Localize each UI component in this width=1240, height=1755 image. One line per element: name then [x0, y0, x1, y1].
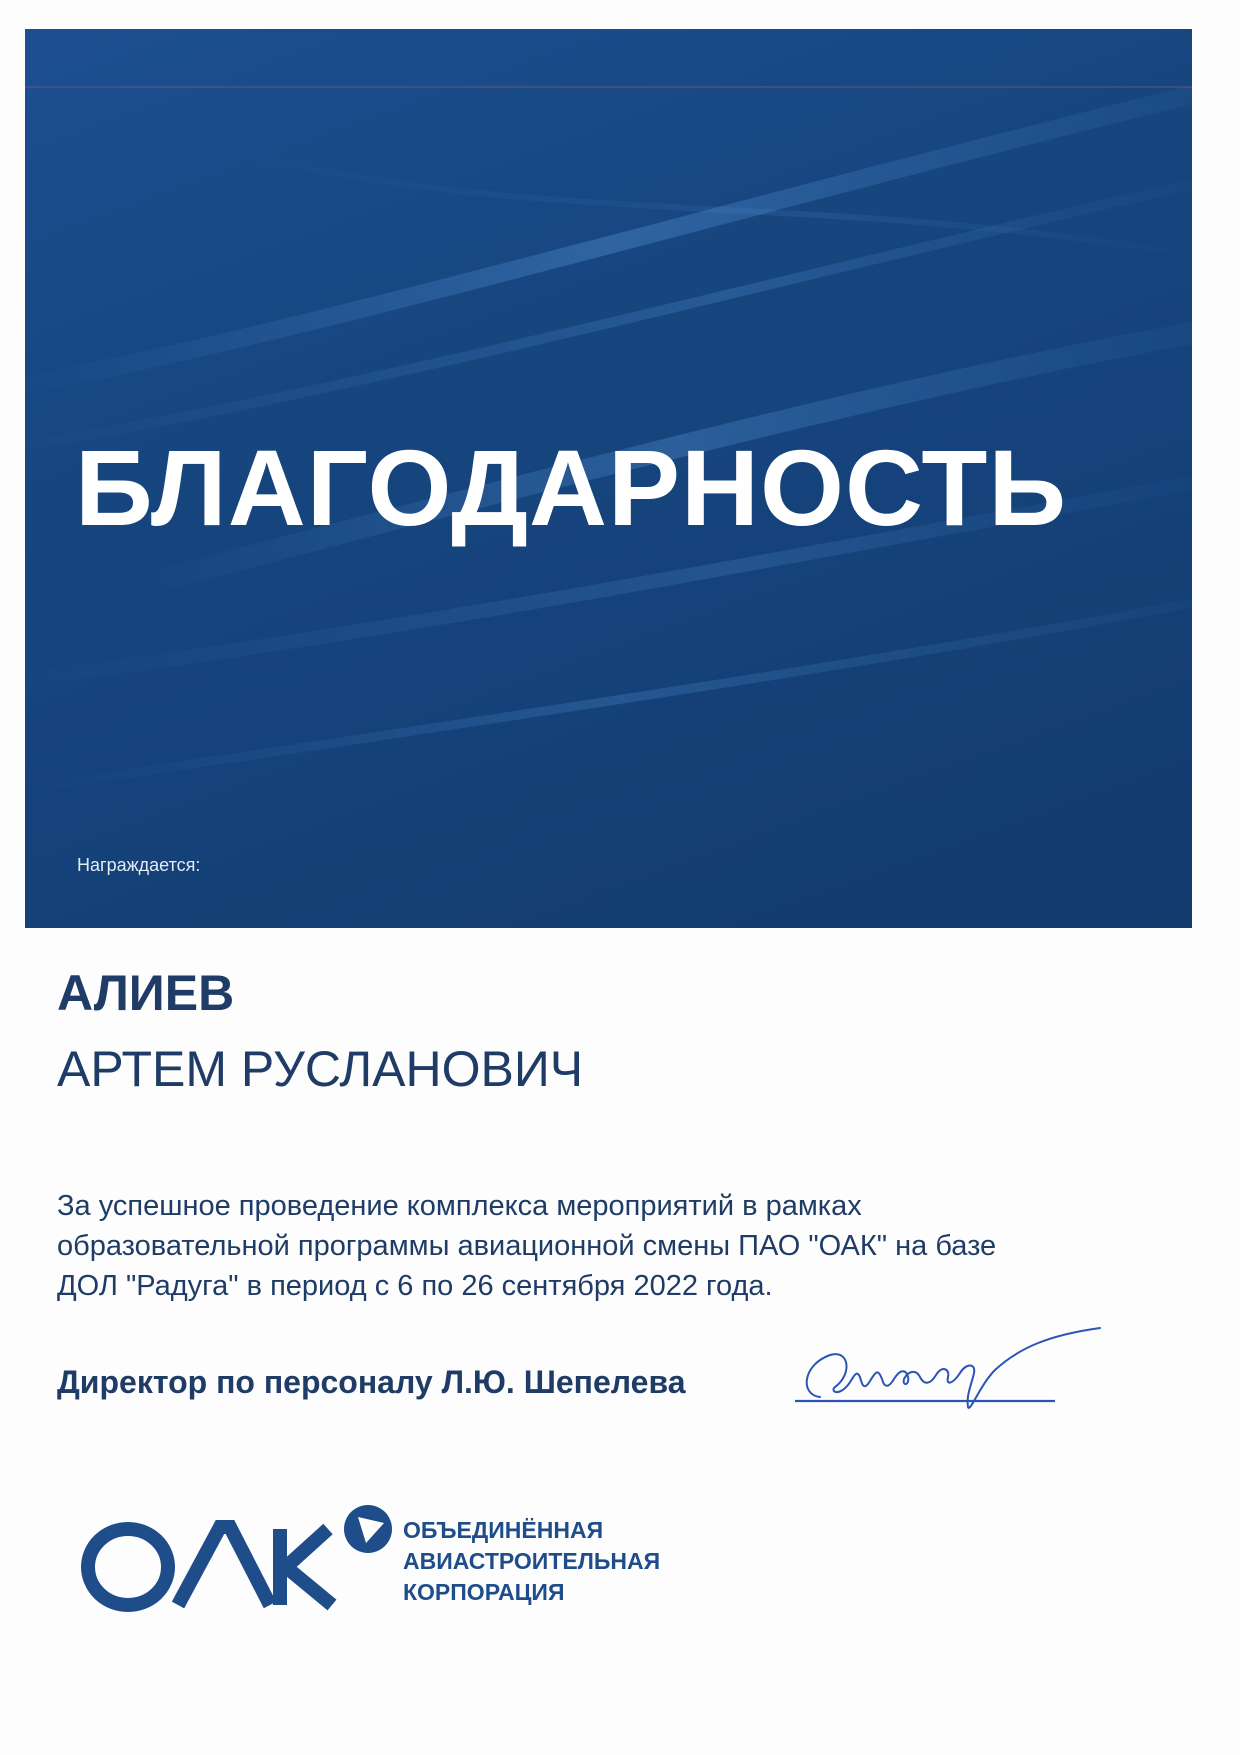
award-reason [57, 1186, 1167, 1306]
certificate-title: БЛАГОДАРНОСТЬ [75, 427, 1067, 548]
reason-line: ДОЛ "Радуга" в период с 6 по 26 сентября 2022 года. [57, 1270, 773, 1302]
reason-line: образовательной программы авиационной смены ПАО "ОАК" на базе [57, 1230, 997, 1262]
reason-line: За успешное проведение комплекса мероприятий в рамках [57, 1190, 862, 1222]
signatory-title: Директор по персоналу Л.Ю. Шепелева [57, 1364, 686, 1400]
organization-name-line: КОРПОРАЦИЯ [403, 1579, 565, 1605]
organization-name-line: АВИАСТРОИТЕЛЬНАЯ [403, 1548, 661, 1574]
oak-logo-icon [70, 1505, 400, 1615]
organization-name-line: ОБЪЕДИНЁННАЯ [403, 1517, 604, 1543]
recipient-first-names: АРТЕМ РУСЛАНОВИЧ [57, 1041, 584, 1097]
recipient-last-name: АЛИЕВ [57, 965, 235, 1021]
signature-icon [790, 1325, 1110, 1415]
header-banner [25, 29, 1192, 928]
organization-name [403, 1515, 660, 1608]
awarded-label: Награждается: [77, 855, 201, 875]
